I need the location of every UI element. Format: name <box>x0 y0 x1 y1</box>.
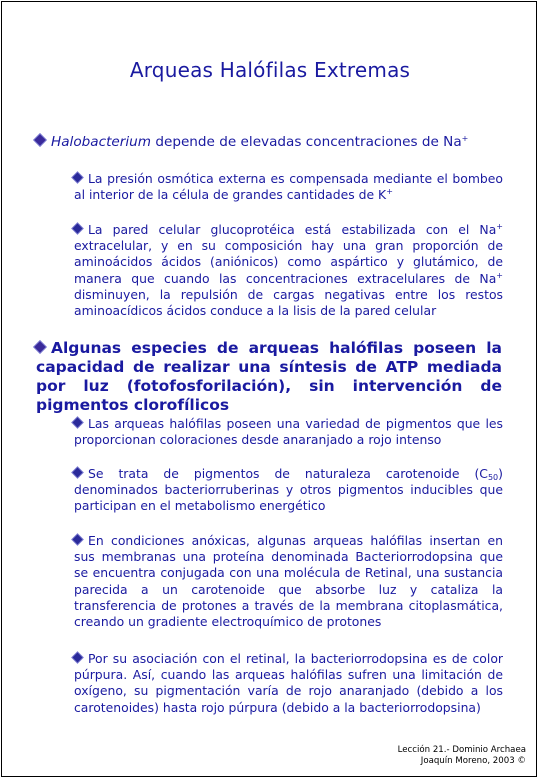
diamond-bullet-icon <box>73 418 83 428</box>
section1-item-2-text-a: La pared celular glucoprotéica está estabilizada con el Na <box>88 222 497 237</box>
section1-heading-italic: Halobacterium <box>51 134 151 150</box>
section2-item-2-text-a: Se trata de pigmentos de naturaleza carotenoide (C <box>88 466 488 481</box>
section1-item-2 <box>74 222 503 319</box>
section1-heading-sup: + <box>461 134 469 143</box>
diamond-bullet-icon <box>73 224 83 234</box>
section1-item-1-text: La presión osmótica externa es compensada mediante el bombeo al interior de la célula de grandes cantidades de K <box>74 171 503 203</box>
section2-item-4-text: Por su asociación con el retinal, la bacteriorrodopsina es de color púrpura. Así, cuando las arqueas halófilas sufren una limitación de oxígeno, su pigmentación varía de rojo anaranjado (debido a los carotenoides) hasta rojo púrpura (debido a la bacteriorrodopsina) <box>74 651 503 715</box>
section1-item-2-sup-a: + <box>496 222 503 231</box>
diamond-bullet-icon <box>73 653 83 663</box>
diamond-bullet-icon <box>73 535 83 545</box>
page-title: Arqueas Halófilas Extremas <box>129 58 411 82</box>
section2-item-2-text-b: ) denominados bacteriorruberinas y otros pigmentos inducibles que participan en el metabolismo energético <box>74 466 503 514</box>
section2-item-2-sub: 50 <box>487 473 499 482</box>
section2-heading-text: Algunas especies de arqueas halófilas poseen la capacidad de realizar una síntesis de ATP mediada por luz (fotofosforilación), sin intervención de pigmentos clorofílicos <box>36 339 502 414</box>
section1-item-1 <box>74 171 503 203</box>
section2-heading <box>36 339 502 415</box>
diamond-bullet-icon <box>73 468 83 478</box>
footer <box>398 745 526 767</box>
diamond-bullet-icon <box>34 134 45 145</box>
footer-lesson: Lección 21.- Dominio Archaea <box>397 745 526 755</box>
section2-item-3-text: En condiciones anóxicas, algunas arqueas halófilas insertan en sus membranas una proteína denominada Bacteriorrodopsina que se encuentra conjugada con una molécula de Retinal, una sustancia parecida a un carotenoide que absorbe luz y cataliza la transferencia de protones a través de la membrana citoplasmática, creando un gradiente electroquímico de protones <box>74 533 503 630</box>
section1-heading <box>36 134 502 150</box>
section1-item-2-sup-b: + <box>496 270 503 280</box>
diamond-bullet-icon <box>73 173 83 183</box>
section1-item-1-sup: + <box>386 187 393 197</box>
section2-item-1 <box>74 416 503 448</box>
diamond-bullet-icon <box>34 341 45 352</box>
section2-item-4 <box>74 651 503 716</box>
section1-item-2-text-c: disminuyen, la repulsión de cargas negativas entre los restos aminoacídicos ácidos conduce a la lisis de la pared celular <box>74 286 503 319</box>
section1-item-2-text-b: extracelular, y en su composición hay una gran proporción de aminoácidos ácidos (aniónicos) como aspártico y glutámico, de manera que cuando las concentraciones extracelulares de Na <box>74 238 503 286</box>
section2-item-2 <box>74 466 503 515</box>
footer-author: Joaquín Moreno, 2003 © <box>420 756 526 766</box>
section2-item-1-text: Las arqueas halófilas poseen una variedad de pigmentos que les proporcionan coloraciones desde anaranjado a rojo intenso <box>74 416 503 448</box>
section2-item-3 <box>74 533 503 630</box>
section1-heading-text: depende de elevadas concentraciones de Na <box>151 134 462 150</box>
